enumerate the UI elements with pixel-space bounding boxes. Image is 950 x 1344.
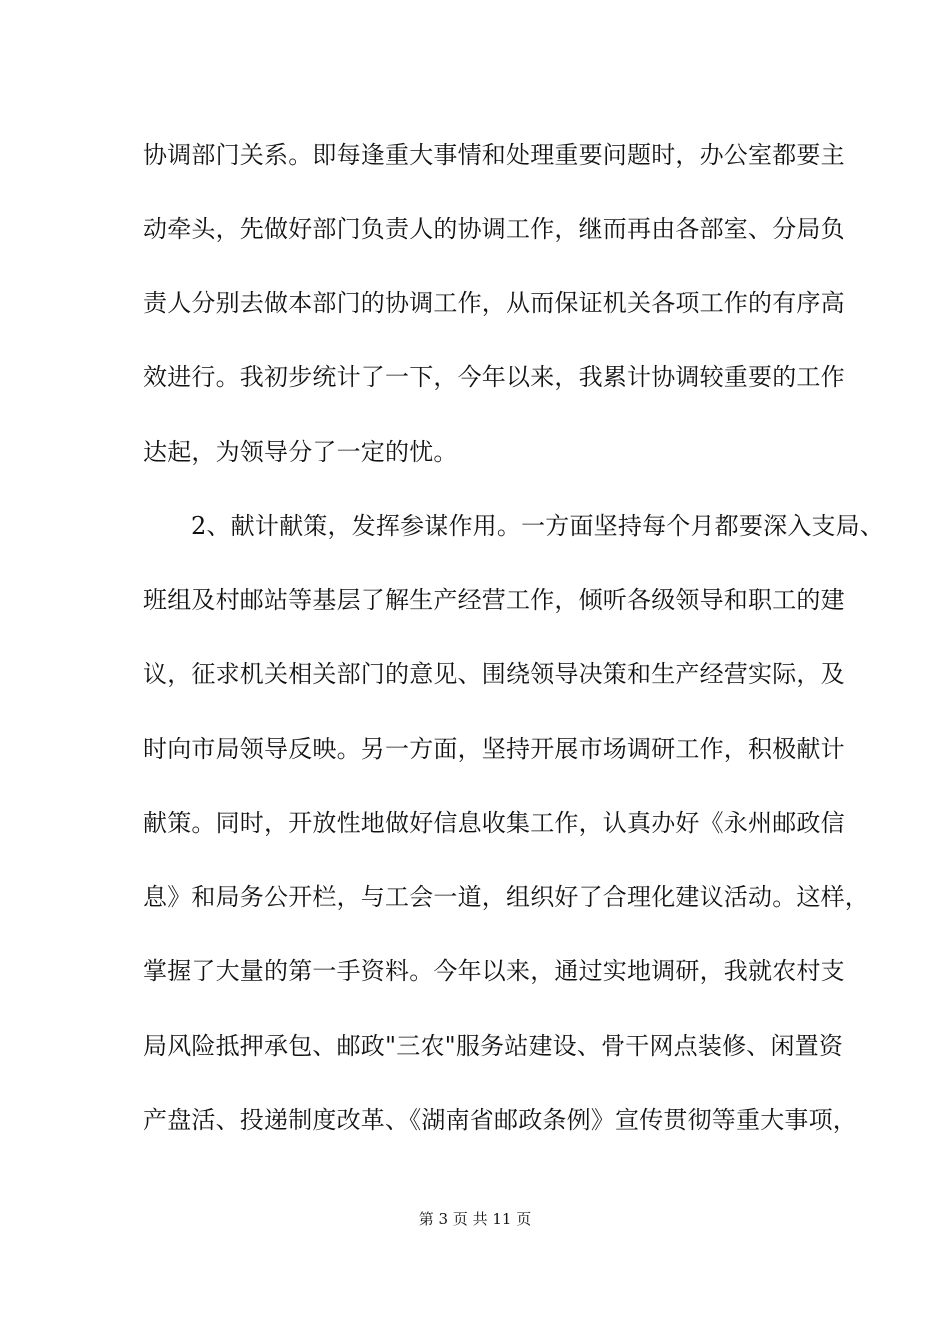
text-line: 责人分别去做本部门的协调工作，从而保证机关各项工作的有序高	[143, 289, 845, 317]
text-line: 献策。同时，开放性地做好信息收集工作，认真办好《永州邮政信	[143, 809, 845, 837]
page-number-footer: 第 3 页 共 11 页	[418, 1210, 532, 1228]
text-line: 局风险抵押承包、邮政"三农"服务站建设、骨干网点装修、闲置资	[143, 1032, 844, 1060]
text-line: 协调部门关系。即每逢重大事情和处理重要问题时，办公室都要主	[143, 141, 845, 169]
text-line: 时向市局领导反映。另一方面，坚持开展市场调研工作，积极献计	[143, 735, 845, 763]
text-line: 效进行。我初步统计了一下，今年以来，我累计协调较重要的工作	[143, 363, 845, 391]
text-line: 班组及村邮站等基层了解生产经营工作，倾听各级领导和职工的建	[143, 586, 845, 614]
text-line: 产盘活、投递制度改革、《湖南省邮政条例》宣传贯彻等重大事项，	[143, 1106, 857, 1134]
text-line: 动牵头，先做好部门负责人的协调工作，继而再由各部室、分局负	[143, 215, 845, 243]
text-line: 掌握了大量的第一手资料。今年以来，通过实地调研，我就农村支	[143, 957, 845, 985]
text-line: 2、献计献策，发挥参谋作用。一方面坚持每个月都要深入支局、	[191, 512, 885, 540]
text-line: 议，征求机关相关部门的意见、围绕领导决策和生产经营实际，及	[143, 660, 845, 688]
text-line: 达起，为领导分了一定的忧。	[143, 438, 458, 466]
text-line: 息》和局务公开栏，与工会一道，组织好了合理化建议活动。这样，	[143, 883, 869, 911]
